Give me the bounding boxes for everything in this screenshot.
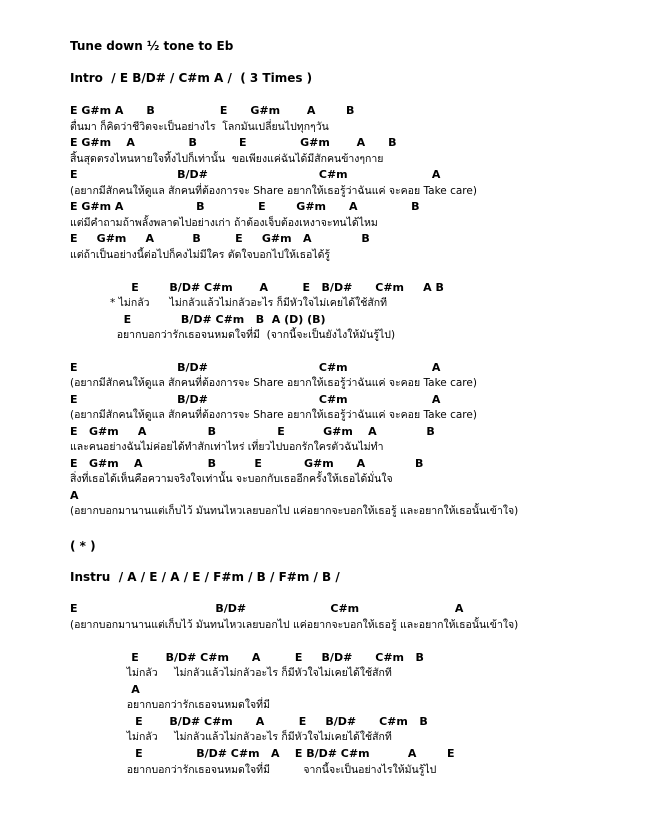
tuning-note: Tune down ½ tone to Eb xyxy=(70,39,234,53)
lyric-line: (อยากมีสักคนให้ดูแล สักคนที่ต้องการจะ Share อยากให้เธอรู้ว่าฉันแค่ จะคอย Take care) xyxy=(70,409,477,421)
chord-line: E G#m A B E G#m A B xyxy=(70,425,435,438)
lyric-line: อยากบอกว่ารักเธอจนหมดใจที่มี จากนี้จะเป็นอย่างไรให้มันรู้ไป xyxy=(70,764,437,776)
lyric-line: สิ่งที่เธอได้เห็นคือความจริงใจเท่านั้น จะบอกกับเธออีกครั้งให้เธอได้มั่นใจ xyxy=(70,473,393,485)
lyric-line: อยากบอกว่ารักเธอจนหมดใจที่มี (จากนี้จะเป็นยังไงให้มันรู้ไป) xyxy=(70,329,396,341)
repeat-marker: ( * ) xyxy=(70,539,96,553)
chord-line: E B/D# C#m A E B/D# C#m A B xyxy=(70,281,444,294)
lyric-line: (อยากมีสักคนให้ดูแล สักคนที่ต้องการจะ Share อยากให้เธอรู้ว่าฉันแค่ จะคอย Take care) xyxy=(70,185,477,197)
lyric-line: * ไม่กลัว ไม่กลัวแล้วไม่กลัวอะไร ก็มีหัวใจไม่เคยได้ใช้สักที xyxy=(70,297,388,309)
chord-line: E B/D# C#m A xyxy=(70,393,441,406)
chord-line: E B/D# C#m A E B/D# C#m B xyxy=(70,715,428,728)
chord-line: E B/D# C#m B A (D) (B) xyxy=(70,313,326,326)
chord-line: A xyxy=(70,489,79,502)
lyric-line: ตื่นมา ก็คิดว่าชีวิตจะเป็นอย่างไร โลกมันเปลี่ยนไปทุกๆวัน xyxy=(70,121,329,133)
chord-line: E B/D# C#m A E B/D# C#m B xyxy=(70,651,424,664)
lyric-line: สิ้นสุดตรงไหนหายใจทิ้งไปก็เท่านั้น ขอเพียงแค่ฉันได้มีสักคนข้างๆกาย xyxy=(70,153,384,165)
lyric-line: แต่ถ้าเป็นอย่างนี้ต่อไปก็คงไม่มีใคร ตัดใจบอกไปให้เธอได้รู้ xyxy=(70,249,331,261)
lyric-line: ไม่กลัว ไม่กลัวแล้วไม่กลัวอะไร ก็มีหัวใจไม่เคยได้ใช้สักที xyxy=(70,731,392,743)
lyric-line: ไม่กลัว ไม่กลัวแล้วไม่กลัวอะไร ก็มีหัวใจไม่เคยได้ใช้สักที xyxy=(70,667,392,679)
chord-line: A xyxy=(70,683,140,696)
chord-line: E B/D# C#m A xyxy=(70,168,441,181)
chord-line: E B/D# C#m A xyxy=(70,361,441,374)
lyric-line: และคนอย่างฉันไม่ค่อยได้ทำสักเท่าไหร่ เที่ยวไปบอกรักใครตัวฉันไม่ทำ xyxy=(70,441,384,453)
lyric-line: (อยากบอกมานานแต่เก็บไว้ มันทนไหวเลยบอกไป แค่อยากจะบอกให้เธอรู้ และอยากให้เธอนั้นเข้าใจ) xyxy=(70,505,519,517)
chord-line: E B/D# C#m A E B/D# C#m A E xyxy=(70,747,455,760)
intro-line: Intro / E B/D# / C#m A / ( 3 Times ) xyxy=(70,71,313,85)
chord-line: E G#m A B E G#m A B xyxy=(70,136,397,149)
lyric-line: อยากบอกว่ารักเธอจนหมดใจที่มี xyxy=(70,699,270,711)
instrumental-line: Instru / A / E / A / E / F#m / B / F#m / B / xyxy=(70,570,340,584)
chord-line: E G#m A B E G#m A B xyxy=(70,457,424,470)
lyric-line: (อยากมีสักคนให้ดูแล สักคนที่ต้องการจะ Share อยากให้เธอรู้ว่าฉันแค่ จะคอย Take care) xyxy=(70,377,477,389)
chord-line: E G#m A B E G#m A B xyxy=(70,200,420,213)
lyric-line: (อยากบอกมานานแต่เก็บไว้ มันทนไหวเลยบอกไป แค่อยากจะบอกให้เธอรู้ และอยากให้เธอนั้นเข้าใจ) xyxy=(70,619,519,631)
chord-line: E B/D# C#m A xyxy=(70,602,464,615)
chord-line: E G#m A B E G#m A B xyxy=(70,104,355,117)
lyric-line: แต่มีคำถามถ้าพลั้งพลาดไปอย่างเก่า ถ้าต้องเจ็บต้องเหงาจะทนได้ไหม xyxy=(70,217,378,229)
chord-line: E G#m A B E G#m A B xyxy=(70,232,370,245)
